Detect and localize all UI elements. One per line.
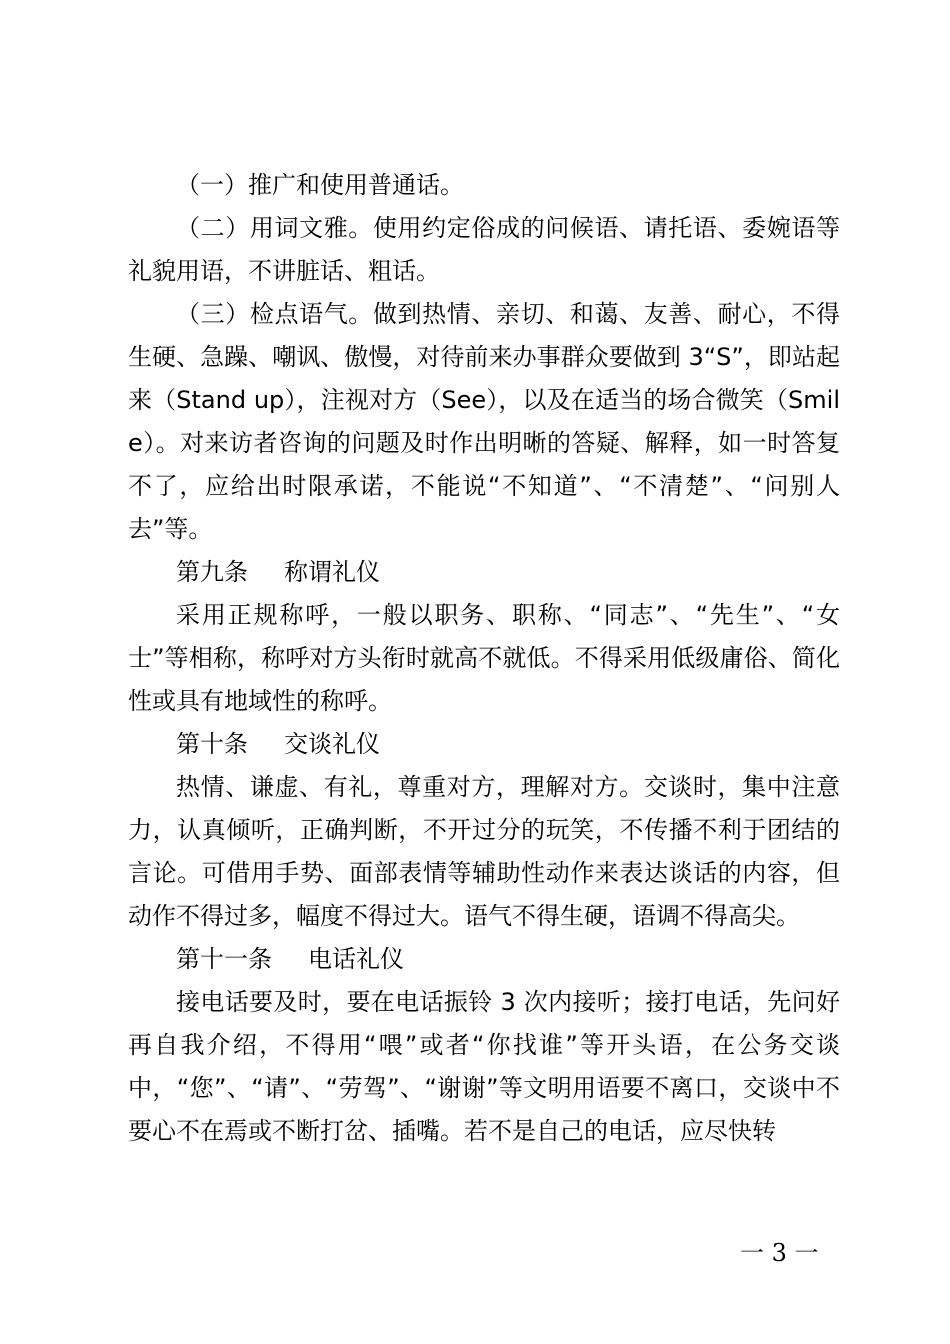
article-9-body: 采用正规称呼，一般以职务、职称、“同志”、“先生”、“女士”等相称，称呼对方头衔时就高不就低。不得采用低级庸俗、简化性或具有地域性的称呼。 [128,601,840,715]
paragraph-item-3: （三）检点语气。做到热情、亲切、和蔼、友善、耐心，不得生硬、急躁、嘲讽、傲慢，对待前来办事群众要做到 3“S”，即站起来（Stand up），注视对方（See），以及在适当的场合微笑（Smile）。对来访者咨询的问题及时作出明晰的答疑、解释，如一时答复不了，应给出时限承诺，不能说“不知道”、“不清楚”、“问别人去”等。 [128,300,840,543]
article-10-title: 交谈礼仪 [284,730,380,758]
paragraph-item-1: （一）推广和使用普通话。 [176,171,464,199]
article-10-number: 第十条 [176,730,248,758]
article-10-body: 热情、谦虚、有礼，尊重对方，理解对方。交谈时，集中注意力，认真倾听，正确判断，不开过分的玩笑，不传播不利于团结的言论。可借用手势、面部表情等辅助性动作来表达谈话的内容，但动作不得过多，幅度不得过大。语气不得生硬，语调不得高尖。 [128,773,840,930]
article-11-heading [128,938,840,981]
paragraph-item-2: （二）用词文雅。使用约定俗成的问候语、请托语、委婉语等礼貌用语，不讲脏话、粗话。 [128,214,840,285]
article-11-body: 接电话要及时，要在电话振铃 3 次内接听；接打电话，先问好再自我介绍，不得用“喂”或者“你找谁”等开头语，在公务交谈中，“您”、“请”、“劳驾”、“谢谢”等文明用语要不离口，交谈中不要心不在焉或不断打岔、插嘴。若不是自己的电话，应尽快转 [128,988,840,1145]
article-11-number: 第十一条 [176,945,272,973]
article-11-title: 电话礼仪 [308,945,404,973]
document-body [128,164,840,1153]
article-9-title: 称谓礼仪 [284,558,380,586]
page-number: 一 3 一 [740,1239,819,1267]
article-9-heading [128,551,840,594]
article-10-heading [128,723,840,766]
article-9-number: 第九条 [176,558,248,586]
